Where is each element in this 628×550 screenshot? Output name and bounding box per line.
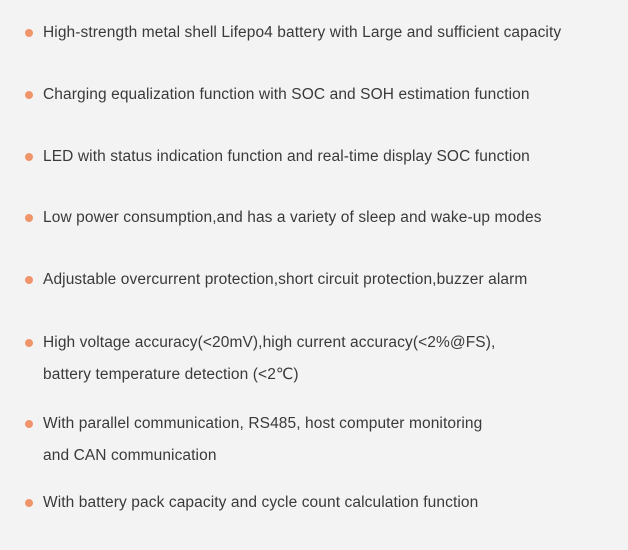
bullet-dot-icon xyxy=(25,276,33,284)
feature-text: LED with status indication function and real-time display SOC function xyxy=(43,148,530,165)
bullet-dot-icon xyxy=(25,153,33,161)
feature-text: Low power consumption,and has a variety of sleep and wake-up modes xyxy=(43,209,542,226)
bullet-dot-icon xyxy=(25,214,33,222)
feature-text: Adjustable overcurrent protection,short circuit protection,buzzer alarm xyxy=(43,271,528,288)
bullet-dot-icon xyxy=(25,91,33,99)
bullet-dot-icon xyxy=(25,499,33,507)
feature-text: High voltage accuracy(<20mV),high current accuracy(<2%@FS), xyxy=(43,334,496,351)
feature-text: High-strength metal shell Lifepo4 battery with Large and sufficient capacity xyxy=(43,24,562,41)
feature-text: With battery pack capacity and cycle count calculation function xyxy=(43,494,479,511)
bullet-dot-icon xyxy=(25,339,33,347)
bullet-dot-icon xyxy=(25,420,33,428)
feature-text: With parallel communication, RS485, host computer monitoring xyxy=(43,415,483,432)
feature-text-continued: battery temperature detection (<2℃) xyxy=(43,366,299,383)
feature-text-continued: and CAN communication xyxy=(43,447,217,464)
feature-text: Charging equalization function with SOC and SOH estimation function xyxy=(43,86,530,103)
bullet-dot-icon xyxy=(25,29,33,37)
